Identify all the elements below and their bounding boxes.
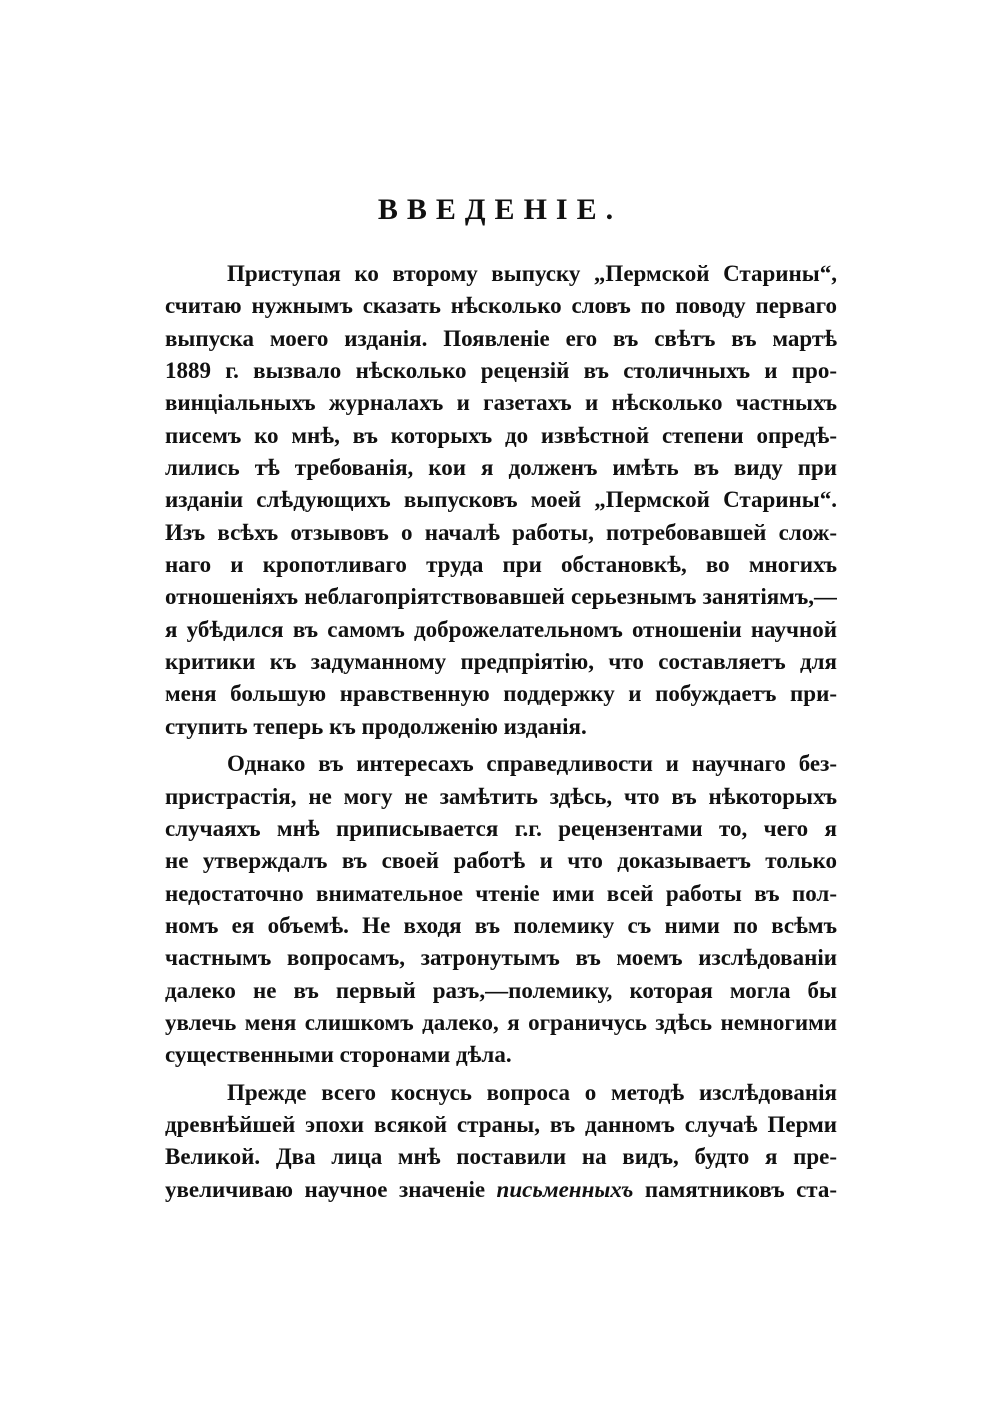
text-line: я убѣдился въ самомъ доброжелательномъ отношеніи научной	[165, 616, 837, 642]
page-title: ВВЕДЕНІЕ.	[377, 193, 623, 226]
text-line: винціальныхъ журналахъ и газетахъ и нѣсколько частныхъ	[165, 390, 837, 416]
text-line: существенными сторонами дѣла.	[165, 1042, 512, 1068]
text-line	[165, 1174, 837, 1206]
text-line: увлечь меня слишкомъ далеко, я ограничусь здѣсь немногими	[165, 1009, 837, 1035]
text-line: отношеніяхъ неблагопріятствовавшей серьезнымъ занятіямъ,—	[165, 584, 837, 610]
text-fragment: увеличиваю научное значеніе	[165, 1176, 486, 1202]
paragraph-1	[165, 258, 837, 743]
text-line: Приступая ко второму выпуску „Пермской Старины“,	[227, 261, 837, 286]
text-line: недостаточно внимательное чтеніе ими всей работы въ пол-	[165, 880, 837, 906]
text-line: Изъ всѣхъ отзывовъ о началѣ работы, потребовавшей слож-	[165, 519, 837, 545]
paragraph-3	[165, 1077, 837, 1206]
text-line: 1889 г. вызвало нѣсколько рецензій въ столичныхъ и про-	[165, 358, 837, 384]
text-line: не утверждалъ въ своей работѣ и что доказываетъ только	[165, 848, 837, 874]
text-fragment: памятниковъ ста-	[644, 1176, 837, 1202]
text-line: Однако въ интересахъ справедливости и научнаго без-	[227, 751, 837, 777]
text-line: изданіи слѣдующихъ выпусковъ моей „Пермской Старины“.	[165, 487, 837, 513]
text-line: частнымъ вопросамъ, затронутымъ въ моемъ изслѣдованіи	[165, 945, 837, 971]
text-line: выпуска моего изданія. Появленіе его въ свѣтъ въ мартѣ	[165, 325, 837, 351]
text-line: считаю нужнымъ сказать нѣсколько словъ по поводу перваго	[165, 293, 837, 319]
text-line: ступить теперь къ продолженію изданія.	[165, 713, 587, 739]
text-line: критики къ задуманному предпріятію, что составляетъ для	[165, 649, 837, 675]
text-line: писемъ ко мнѣ, въ которыхъ до извѣстной степени опредѣ-	[165, 422, 837, 448]
text-line: древнѣйшей эпохи всякой страны, въ данномъ случаѣ Перми	[165, 1111, 837, 1137]
text-line: наго и кропотливаго труда при обстановкѣ, во многихъ	[165, 552, 837, 578]
text-line: пристрастія, не могу не замѣтить здѣсь, что въ нѣкоторыхъ	[165, 783, 837, 809]
text-line: далеко не въ первый разъ,—полемику, которая могла бы	[165, 977, 837, 1003]
paragraph-2	[165, 748, 837, 1071]
text-line: случаяхъ мнѣ приписывается г.г. рецензентами то, чего я	[165, 815, 837, 841]
body-text	[165, 258, 837, 1206]
text-line: меня большую нравственную поддержку и побуждаетъ при-	[165, 681, 837, 707]
text-line: Великой. Два лица мнѣ поставили на видъ, будто я пре-	[165, 1144, 837, 1170]
text-line: Прежде всего коснусь вопроса о методѣ изслѣдованія	[227, 1079, 837, 1105]
text-line: лились тѣ требованія, кои я долженъ имѣть въ виду при	[165, 455, 837, 481]
text-line: номъ ея объемѣ. Не входя въ полемику съ ними по всѣмъ	[165, 912, 837, 938]
emphasized-word: письменныхъ	[496, 1176, 634, 1202]
